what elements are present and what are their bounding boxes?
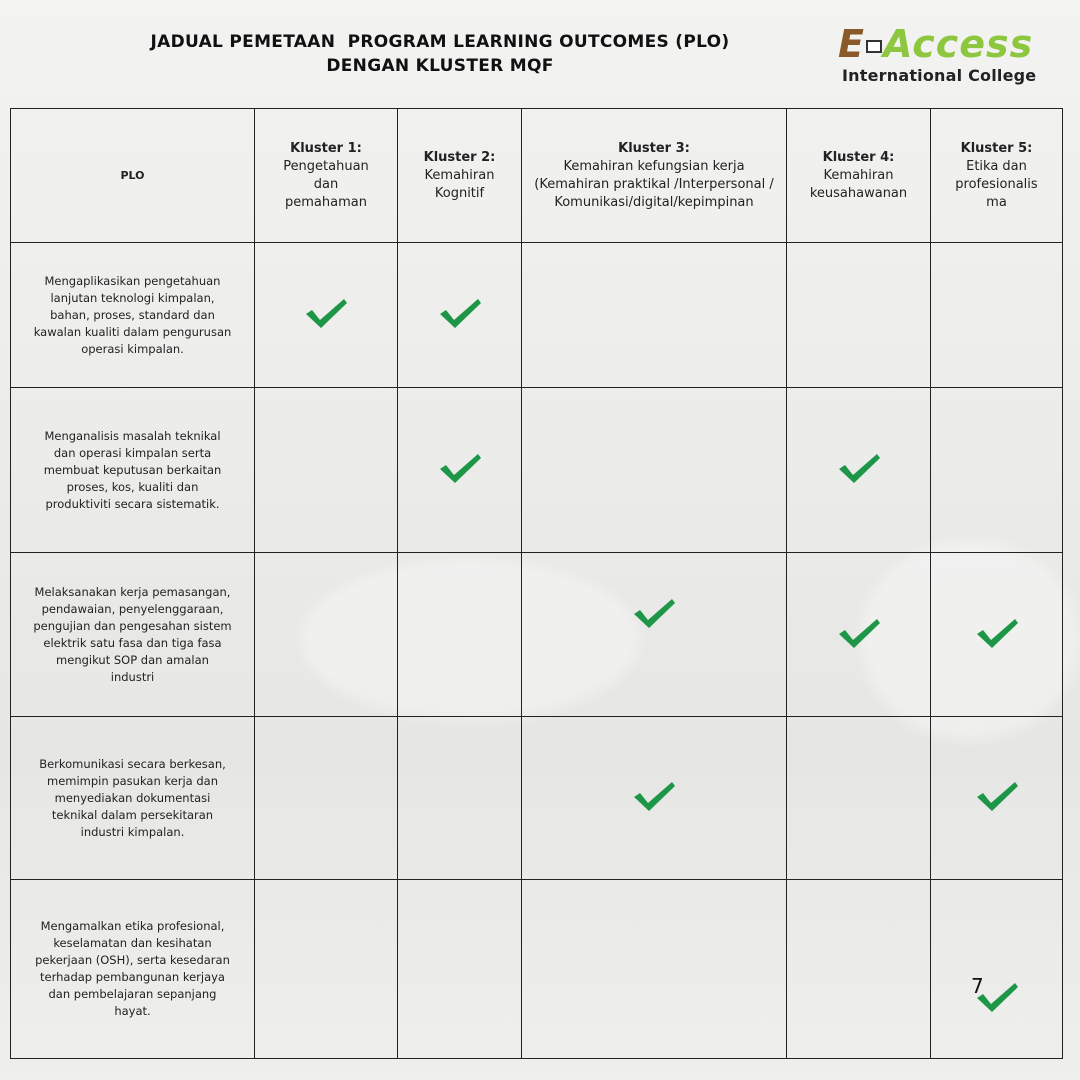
table-row [11,880,1063,1059]
plo-text: Berkomunikasi secara berkesan, memimpin pasukan kerja dan menyediakan dokumentasi teknikal dalam persekitaran industri kimpalan. [39,756,226,839]
mapping-cell-cluster-4 [787,243,931,388]
check-icon [837,451,881,485]
plo-text: Menganalisis masalah teknikal dan operasi kimpalan serta membuat keputusan berkaitan proses, kos, kualiti dan produktiviti secara sistematik. [43,428,222,511]
table-row [11,243,1063,388]
check-icon [632,779,676,813]
mapping-cell-cluster-3 [522,243,787,388]
mapping-cell-cluster-2 [398,880,522,1059]
table-row [11,717,1063,880]
mapping-cell-cluster-4 [787,717,931,880]
header-cluster-4: Kluster 4: Kemahiran keusahawanan [787,109,931,243]
mapping-cell-cluster-3 [522,553,787,717]
mapping-cell-cluster-5 [931,553,1063,717]
plo-cell [11,553,255,717]
check-icon [837,616,881,650]
mapping-cell-cluster-5 [931,880,1063,1059]
check-icon [632,596,676,630]
check-icon [438,451,482,485]
mapping-cell-cluster-4 [787,553,931,717]
check-icon [975,779,1019,813]
plo-cell [11,717,255,880]
mapping-cell-cluster-1 [255,388,398,553]
logo-box-icon [866,40,882,53]
mapping-cell-cluster-5 [931,243,1063,388]
mapping-cell-cluster-1 [255,553,398,717]
mapping-cell-cluster-5 [931,388,1063,553]
plo-cell [11,880,255,1059]
mapping-cell-cluster-2 [398,717,522,880]
table-row [11,553,1063,717]
header-cluster-2: Kluster 2: Kemahiran Kognitif [398,109,522,243]
check-icon [438,296,482,330]
plo-cell [11,243,255,388]
logo-wordmark: E Access [838,22,1034,66]
mapping-cell-cluster-2 [398,388,522,553]
college-logo [838,22,1058,94]
title-line-1: JADUAL PEMETAAN PROGRAM LEARNING OUTCOMES (PLO) [150,32,730,52]
mapping-cell-cluster-5 [931,717,1063,880]
page-title [60,30,820,78]
mapping-cell-cluster-1 [255,243,398,388]
mapping-cell-cluster-3 [522,880,787,1059]
header-plo: PLO [11,109,255,243]
mapping-cell-cluster-2 [398,553,522,717]
logo-subtitle: International College [842,66,1037,85]
mapping-cell-cluster-3 [522,388,787,553]
plo-mapping-table [10,108,1063,1059]
mapping-cell-cluster-3 [522,717,787,880]
header-cluster-1: Kluster 1: Pengetahuan dan pemahaman [255,109,398,243]
title-line-2: DENGAN KLUSTER MQF [326,56,554,76]
plo-text: Mengaplikasikan pengetahuan lanjutan teknologi kimpalan, bahan, proses, standard dan kawalan kualiti dalam pengurusan operasi kimpalan. [33,273,232,356]
mapping-cell-cluster-4 [787,880,931,1059]
table-row [11,388,1063,553]
plo-text: Mengamalkan etika profesional, keselamatan dan kesihatan pekerjaan (OSH), serta kesedaran terhadap pembangunan kerjaya dan pembelajaran sepanjang hayat. [35,919,230,1018]
header-cluster-3: Kluster 3: Kemahiran kefungsian kerja (Kemahiran praktikal /Interpersonal / Komunikasi/digital/kepimpinan [522,109,787,243]
page-number: 7 [971,974,984,998]
header-cluster-5: Kluster 5: Etika dan profesionalis ma [931,109,1063,243]
check-icon [975,616,1019,650]
mapping-cell-cluster-1 [255,880,398,1059]
plo-cell [11,388,255,553]
header-row [11,109,1063,243]
mapping-cell-cluster-2 [398,243,522,388]
plo-text: Melaksanakan kerja pemasangan, pendawaian, penyelenggaraan, pengujian dan pengesahan sistem elektrik satu fasa dan tiga fasa mengikut SOP dan amalan industri [33,584,232,684]
mapping-cell-cluster-4 [787,388,931,553]
mapping-cell-cluster-1 [255,717,398,880]
check-icon [304,296,348,330]
